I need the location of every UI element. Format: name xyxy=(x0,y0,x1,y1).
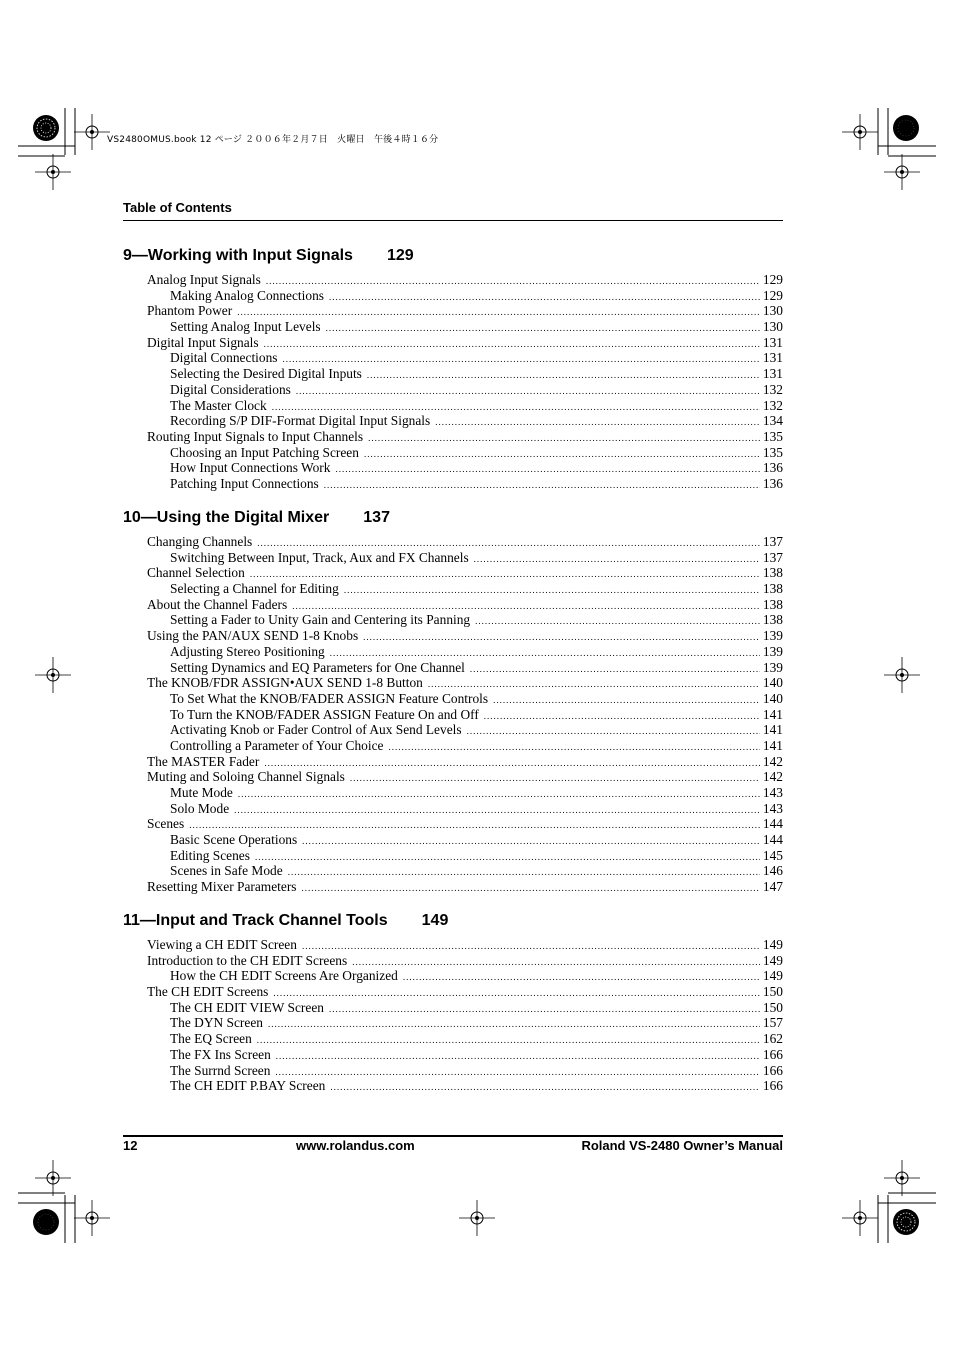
toc-entry[interactable] xyxy=(123,1078,783,1094)
toc-section xyxy=(123,911,783,1094)
toc-entry-label: How Input Connections Work xyxy=(170,460,331,476)
dot-leader xyxy=(234,803,760,819)
toc-entry-page: 139 xyxy=(762,659,783,675)
toc-entry-page: 137 xyxy=(762,534,783,549)
toc-entry[interactable] xyxy=(123,612,783,628)
toc-entry[interactable] xyxy=(123,366,783,382)
section-heading xyxy=(123,246,783,266)
toc-entry-page: 138 xyxy=(762,612,783,628)
toc-entry-page: 139 xyxy=(762,643,783,659)
toc-entry-page: 166 xyxy=(762,1078,783,1094)
section-heading xyxy=(123,911,783,931)
toc-entry[interactable] xyxy=(123,429,783,445)
section-title: 10—Using the Digital Mixer xyxy=(123,509,330,526)
toc-entry-label: Making Analog Connections xyxy=(170,287,324,303)
section-heading xyxy=(123,508,783,528)
dot-leader xyxy=(493,693,760,709)
toc-entry-label: Selecting the Desired Digital Inputs xyxy=(170,366,362,382)
toc-entry-page: 142 xyxy=(762,769,783,785)
dot-leader xyxy=(388,740,759,756)
toc-entry[interactable] xyxy=(123,644,783,660)
toc-entry[interactable] xyxy=(123,319,783,335)
toc-entry-page: 150 xyxy=(762,999,783,1015)
toc-entry-page: 141 xyxy=(762,722,783,738)
toc-entry-label: Controlling a Parameter of Your Choice xyxy=(170,737,384,753)
toc-entry-label: How the CH EDIT Screens Are Organized xyxy=(170,968,398,984)
toc-entry[interactable] xyxy=(123,597,783,613)
toc-entry-label: Setting Dynamics and EQ Parameters for One Channel xyxy=(170,659,465,675)
toc-entry-page: 135 xyxy=(762,444,783,460)
toc-entry-label: Setting a Fader to Unity Gain and Centering its Panning xyxy=(170,612,471,628)
section-page: 129 xyxy=(386,247,414,264)
dot-leader xyxy=(352,955,760,971)
toc-entry-label: To Set What the KNOB/FADER ASSIGN Feature Controls xyxy=(170,690,489,706)
toc-entry[interactable] xyxy=(123,660,783,676)
toc-entry[interactable] xyxy=(123,707,783,723)
dot-leader xyxy=(268,1017,760,1033)
toc-entry-label: Introduction to the CH EDIT Screens xyxy=(147,952,348,968)
toc-entry-label: The CH EDIT P.BAY Screen xyxy=(170,1078,326,1094)
toc-entry-label: The Surrnd Screen xyxy=(170,1062,271,1078)
header-rule xyxy=(123,220,783,221)
toc-entry-page: 144 xyxy=(762,832,783,848)
toc-entry-label: Selecting a Channel for Editing xyxy=(170,581,339,597)
toc-entry-page: 132 xyxy=(762,381,783,397)
toc-entry-page: 137 xyxy=(762,549,783,565)
toc-entry[interactable] xyxy=(123,801,783,817)
toc-entry-label: Changing Channels xyxy=(147,534,253,549)
toc-section xyxy=(123,246,783,492)
toc-entry-page: 129 xyxy=(762,272,783,287)
toc-entry-page: 130 xyxy=(762,303,783,319)
toc-entry-label: Switching Between Input, Track, Aux and FX Channels xyxy=(170,549,469,565)
toc-entry-page: 149 xyxy=(762,968,783,984)
toc-section xyxy=(123,508,783,895)
section-title: 9—Working with Input Signals xyxy=(123,247,353,264)
toc-entry-page: 132 xyxy=(762,397,783,413)
toc-entry-label: About the Channel Faders xyxy=(147,596,288,612)
toc-entry-page: 149 xyxy=(762,937,783,952)
toc-entry-label: The FX Ins Screen xyxy=(170,1046,271,1062)
toc-entry-label: To Turn the KNOB/FADER ASSIGN Feature On and Off xyxy=(170,706,479,722)
footer-rule xyxy=(123,1135,783,1137)
toc-entry-page: 129 xyxy=(762,287,783,303)
dot-leader xyxy=(329,290,760,306)
toc-entry-label: Editing Scenes xyxy=(170,847,250,863)
toc-entry-label: Recording S/P DIF-Format Digital Input Signals xyxy=(170,413,431,429)
toc-entry[interactable] xyxy=(123,863,783,879)
toc-entry[interactable] xyxy=(123,382,783,398)
toc-entry-page: 136 xyxy=(762,460,783,476)
toc-entry[interactable] xyxy=(123,691,783,707)
toc-entry[interactable] xyxy=(123,398,783,414)
toc-entry-label: The CH EDIT Screens xyxy=(147,984,269,1000)
toc-entry-label: Patching Input Connections xyxy=(170,475,319,491)
toc-entry-label: Adjusting Stereo Positioning xyxy=(170,643,325,659)
dot-leader xyxy=(324,478,760,494)
toc-entry[interactable] xyxy=(123,1000,783,1016)
toc-entry-page: 142 xyxy=(762,753,783,769)
toc-entry-page: 157 xyxy=(762,1015,783,1031)
toc-entry[interactable] xyxy=(123,1063,783,1079)
dot-leader xyxy=(467,724,760,740)
page-number: 12 xyxy=(123,1138,138,1153)
toc-entry[interactable] xyxy=(123,581,783,597)
toc-entry[interactable] xyxy=(123,335,783,351)
dot-leader xyxy=(335,462,759,478)
dot-leader xyxy=(474,552,760,568)
toc-entry-label: Channel Selection xyxy=(147,565,245,581)
toc-entry-page: 139 xyxy=(762,628,783,644)
dot-leader xyxy=(266,274,760,290)
toc-entry-label: Digital Considerations xyxy=(170,381,291,397)
toc-entry-label: Scenes xyxy=(147,816,185,832)
toc-entry-page: 144 xyxy=(762,816,783,832)
toc-entry-label: The MASTER Fader xyxy=(147,753,260,769)
toc-entry[interactable] xyxy=(123,816,783,832)
toc-entry-page: 140 xyxy=(762,690,783,706)
toc-entry[interactable] xyxy=(123,832,783,848)
toc-entry[interactable] xyxy=(123,968,783,984)
file-info-slug: VS2480OMUS.book 12 ページ ２００６年２月７日 火曜日 午後４時１６分 xyxy=(107,135,439,145)
toc-entry[interactable] xyxy=(123,785,783,801)
toc-entry-label: Analog Input Signals xyxy=(147,272,261,287)
toc-entry-page: 134 xyxy=(762,413,783,429)
toc-entry[interactable] xyxy=(123,445,783,461)
dot-leader xyxy=(403,970,760,986)
toc-entry-label: Resetting Mixer Parameters xyxy=(147,879,297,895)
toc-entry-page: 130 xyxy=(762,319,783,335)
toc-entry[interactable] xyxy=(123,460,783,476)
toc-entry-page: 138 xyxy=(762,581,783,597)
toc-entry[interactable] xyxy=(123,738,783,754)
toc-entry[interactable] xyxy=(123,628,783,644)
toc-entry[interactable] xyxy=(123,937,783,953)
toc-entry-page: 131 xyxy=(762,334,783,350)
toc-entry-label: Phantom Power xyxy=(147,303,233,319)
dot-leader xyxy=(302,939,760,955)
toc-entry[interactable] xyxy=(123,534,783,550)
toc-entry-label: The EQ Screen xyxy=(170,1031,252,1047)
toc-entry-page: 147 xyxy=(762,879,783,895)
toc-entry-label: Viewing a CH EDIT Screen xyxy=(147,937,297,952)
toc-entry-page: 143 xyxy=(762,800,783,816)
toc-entry[interactable] xyxy=(123,879,783,895)
toc-entry-label: Muting and Soloing Channel Signals xyxy=(147,769,345,785)
toc-entry[interactable] xyxy=(123,1015,783,1031)
toc-entry[interactable] xyxy=(123,953,783,969)
dot-leader xyxy=(367,368,760,384)
toc-entry-page: 131 xyxy=(762,366,783,382)
toc-entry-page: 140 xyxy=(762,675,783,691)
toc-entry-label: Scenes in Safe Mode xyxy=(170,863,283,879)
toc-entry-page: 136 xyxy=(762,475,783,491)
section-page: 149 xyxy=(421,912,449,929)
toc-entry-label: The CH EDIT VIEW Screen xyxy=(170,999,324,1015)
footer-url: www.rolandus.com xyxy=(296,1138,415,1153)
toc-entry-label: Setting Analog Input Levels xyxy=(170,319,321,335)
dot-leader xyxy=(302,834,760,850)
dot-leader xyxy=(484,709,760,725)
toc-entry[interactable] xyxy=(123,754,783,770)
dot-leader xyxy=(288,865,760,881)
toc-entry[interactable] xyxy=(123,1047,783,1063)
toc-entry-page: 166 xyxy=(762,1046,783,1062)
footer-manual-title: Roland VS-2480 Owner’s Manual xyxy=(581,1138,783,1153)
dot-leader xyxy=(329,1002,760,1018)
dot-leader xyxy=(276,1049,760,1065)
dot-leader xyxy=(330,1080,760,1096)
dot-leader xyxy=(257,1033,760,1049)
dot-leader xyxy=(255,850,760,866)
dot-leader xyxy=(344,583,760,599)
toc-entry[interactable] xyxy=(123,1031,783,1047)
toc-entry-label: Routing Input Signals to Input Channels xyxy=(147,428,364,444)
toc-entry-label: Solo Mode xyxy=(170,800,230,816)
dot-leader xyxy=(326,321,760,337)
dot-leader xyxy=(364,447,760,463)
dot-leader xyxy=(296,384,760,400)
dot-leader xyxy=(475,614,760,630)
toc-entry-page: 149 xyxy=(762,952,783,968)
section-title: 11—Input and Track Channel Tools xyxy=(123,912,388,929)
toc-entry-page: 131 xyxy=(762,350,783,366)
dot-leader xyxy=(264,337,760,353)
dot-leader xyxy=(302,881,760,897)
toc-entry-label: Using the PAN/AUX SEND 1-8 Knobs xyxy=(147,628,359,644)
dot-leader xyxy=(368,431,760,447)
toc-entry-page: 135 xyxy=(762,428,783,444)
toc-entry[interactable] xyxy=(123,848,783,864)
section-page: 137 xyxy=(363,509,390,526)
toc-entry[interactable] xyxy=(123,303,783,319)
toc-entry-label: The KNOB/FDR ASSIGN•AUX SEND 1-8 Button xyxy=(147,675,423,691)
toc-entry[interactable] xyxy=(123,288,783,304)
dot-leader xyxy=(275,1065,760,1081)
toc-entry-label: Mute Mode xyxy=(170,785,233,800)
toc-entry-page: 138 xyxy=(762,596,783,612)
toc-entry[interactable] xyxy=(123,272,783,288)
toc-entry-label: The Master Clock xyxy=(170,397,267,413)
toc-entry[interactable] xyxy=(123,413,783,429)
toc-entry-page: 162 xyxy=(762,1031,783,1047)
toc-entry-page: 143 xyxy=(762,785,783,800)
toc-entry[interactable] xyxy=(123,565,783,581)
toc-entry-label: Digital Input Signals xyxy=(147,334,259,350)
toc-entry[interactable] xyxy=(123,769,783,785)
toc-entry-label: The DYN Screen xyxy=(170,1015,263,1031)
toc-entry[interactable] xyxy=(123,550,783,566)
toc-entry-page: 141 xyxy=(762,737,783,753)
toc-entry-page: 166 xyxy=(762,1062,783,1078)
toc-entry-page: 150 xyxy=(762,984,783,1000)
toc-entry-label: Digital Connections xyxy=(170,350,278,366)
toc-entry-label: Activating Knob or Fader Control of Aux Send Levels xyxy=(170,722,462,738)
dot-leader xyxy=(470,662,760,678)
dot-leader xyxy=(435,415,760,431)
running-head: Table of Contents xyxy=(123,200,232,215)
toc-entry-page: 146 xyxy=(762,863,783,879)
toc-entry[interactable] xyxy=(123,675,783,691)
toc-entry[interactable] xyxy=(123,984,783,1000)
toc-entry-label: Choosing an Input Patching Screen xyxy=(170,444,359,460)
toc-entry[interactable] xyxy=(123,350,783,366)
toc-entry[interactable] xyxy=(123,476,783,492)
dot-leader xyxy=(363,630,760,646)
toc-entry-page: 138 xyxy=(762,565,783,581)
dot-leader xyxy=(350,771,760,787)
dot-leader xyxy=(273,986,760,1002)
toc-entry-page: 145 xyxy=(762,847,783,863)
toc-entry[interactable] xyxy=(123,722,783,738)
dot-leader xyxy=(238,787,760,803)
toc-entry-page: 141 xyxy=(762,706,783,722)
toc-entry-label: Basic Scene Operations xyxy=(170,832,298,848)
